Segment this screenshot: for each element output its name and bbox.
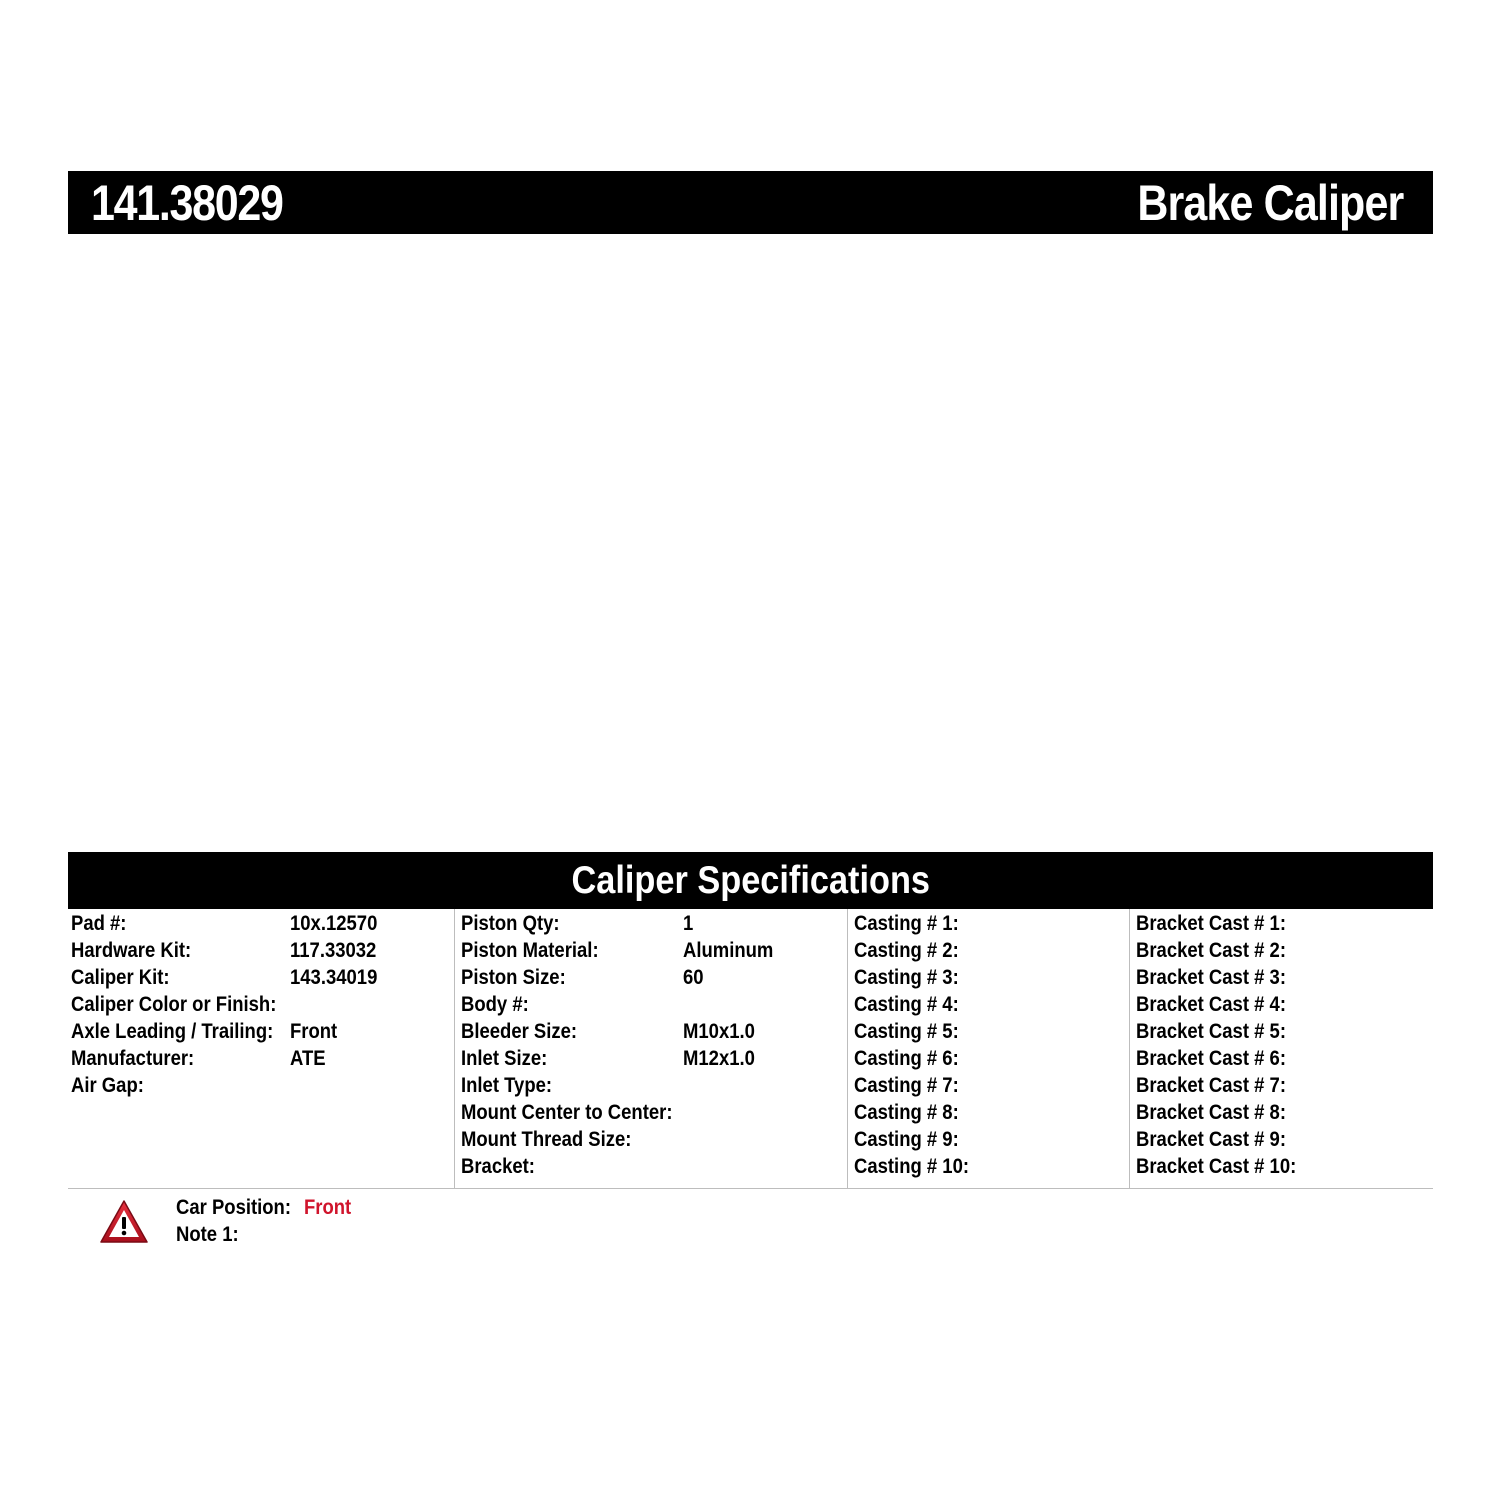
spec-value: Aluminum (683, 939, 774, 962)
spec-label: Bracket Cast # 9: (1136, 1128, 1286, 1151)
spec-label: Casting # 1: (854, 912, 959, 935)
spec-label: Bracket Cast # 7: (1136, 1074, 1286, 1097)
spec-value: 143.34019 (290, 966, 378, 989)
spec-column-2 (454, 909, 847, 1189)
spec-column-1 (68, 909, 454, 1189)
spec-value: 117.33032 (290, 939, 377, 962)
spec-label: Mount Thread Size: (461, 1128, 632, 1151)
part-number: 141.38029 (91, 175, 283, 231)
spec-label: Bracket Cast # 2: (1136, 939, 1286, 962)
spec-label: Bracket Cast # 3: (1136, 966, 1286, 989)
spec-column-3 (847, 909, 1129, 1189)
spec-label: Caliper Kit: (71, 966, 170, 989)
spec-label: Body #: (461, 993, 529, 1016)
product-type: Brake Caliper (1136, 175, 1403, 231)
spec-label: Bracket Cast # 10: (1136, 1155, 1297, 1178)
car-position-value: Front (304, 1196, 352, 1219)
spec-label: Casting # 8: (854, 1101, 959, 1124)
spec-value: 10x.12570 (290, 912, 378, 935)
spec-label: Bracket Cast # 8: (1136, 1101, 1286, 1124)
spec-label: Bracket: (461, 1155, 535, 1178)
note1-label: Note 1: (176, 1223, 239, 1246)
spec-label: Casting # 6: (854, 1047, 959, 1070)
spec-label: Casting # 10: (854, 1155, 970, 1178)
spec-label: Piston Qty: (461, 912, 560, 935)
spec-label: Caliper Color or Finish: (71, 993, 277, 1016)
specs-title: Caliper Specifications (571, 859, 930, 902)
spec-label: Piston Size: (461, 966, 566, 989)
spec-label: Casting # 3: (854, 966, 959, 989)
spec-value: 1 (683, 912, 694, 935)
spec-label: Mount Center to Center: (461, 1101, 673, 1124)
spec-label: Bleeder Size: (461, 1020, 578, 1043)
car-position-label: Car Position: (176, 1196, 292, 1219)
spec-label: Hardware Kit: (71, 939, 192, 962)
spec-label: Inlet Size: (461, 1047, 548, 1070)
spec-value: Front (290, 1020, 338, 1043)
spec-label: Manufacturer: (71, 1047, 195, 1070)
spec-value: M10x1.0 (683, 1020, 755, 1043)
spec-value: ATE (290, 1047, 326, 1070)
spec-label: Casting # 2: (854, 939, 959, 962)
spec-label: Bracket Cast # 6: (1136, 1047, 1286, 1070)
spec-label: Pad #: (71, 912, 127, 935)
spec-label: Inlet Type: (461, 1074, 553, 1097)
spec-column-4 (1129, 909, 1434, 1189)
title-bar (68, 171, 1433, 234)
spec-label: Bracket Cast # 1: (1136, 912, 1286, 935)
spec-label: Piston Material: (461, 939, 599, 962)
spec-label: Bracket Cast # 5: (1136, 1020, 1286, 1043)
spec-label: Casting # 5: (854, 1020, 959, 1043)
spec-label: Casting # 4: (854, 993, 959, 1016)
spec-label: Axle Leading / Trailing: (71, 1020, 274, 1043)
spec-value: M12x1.0 (683, 1047, 755, 1070)
spec-label: Air Gap: (71, 1074, 144, 1097)
warning-icon (99, 1199, 149, 1250)
spec-label: Casting # 7: (854, 1074, 959, 1097)
specs-header (68, 852, 1433, 909)
divider (68, 1188, 1433, 1189)
spec-value: 60 (683, 966, 704, 989)
spec-label: Casting # 9: (854, 1128, 959, 1151)
spec-label: Bracket Cast # 4: (1136, 993, 1286, 1016)
